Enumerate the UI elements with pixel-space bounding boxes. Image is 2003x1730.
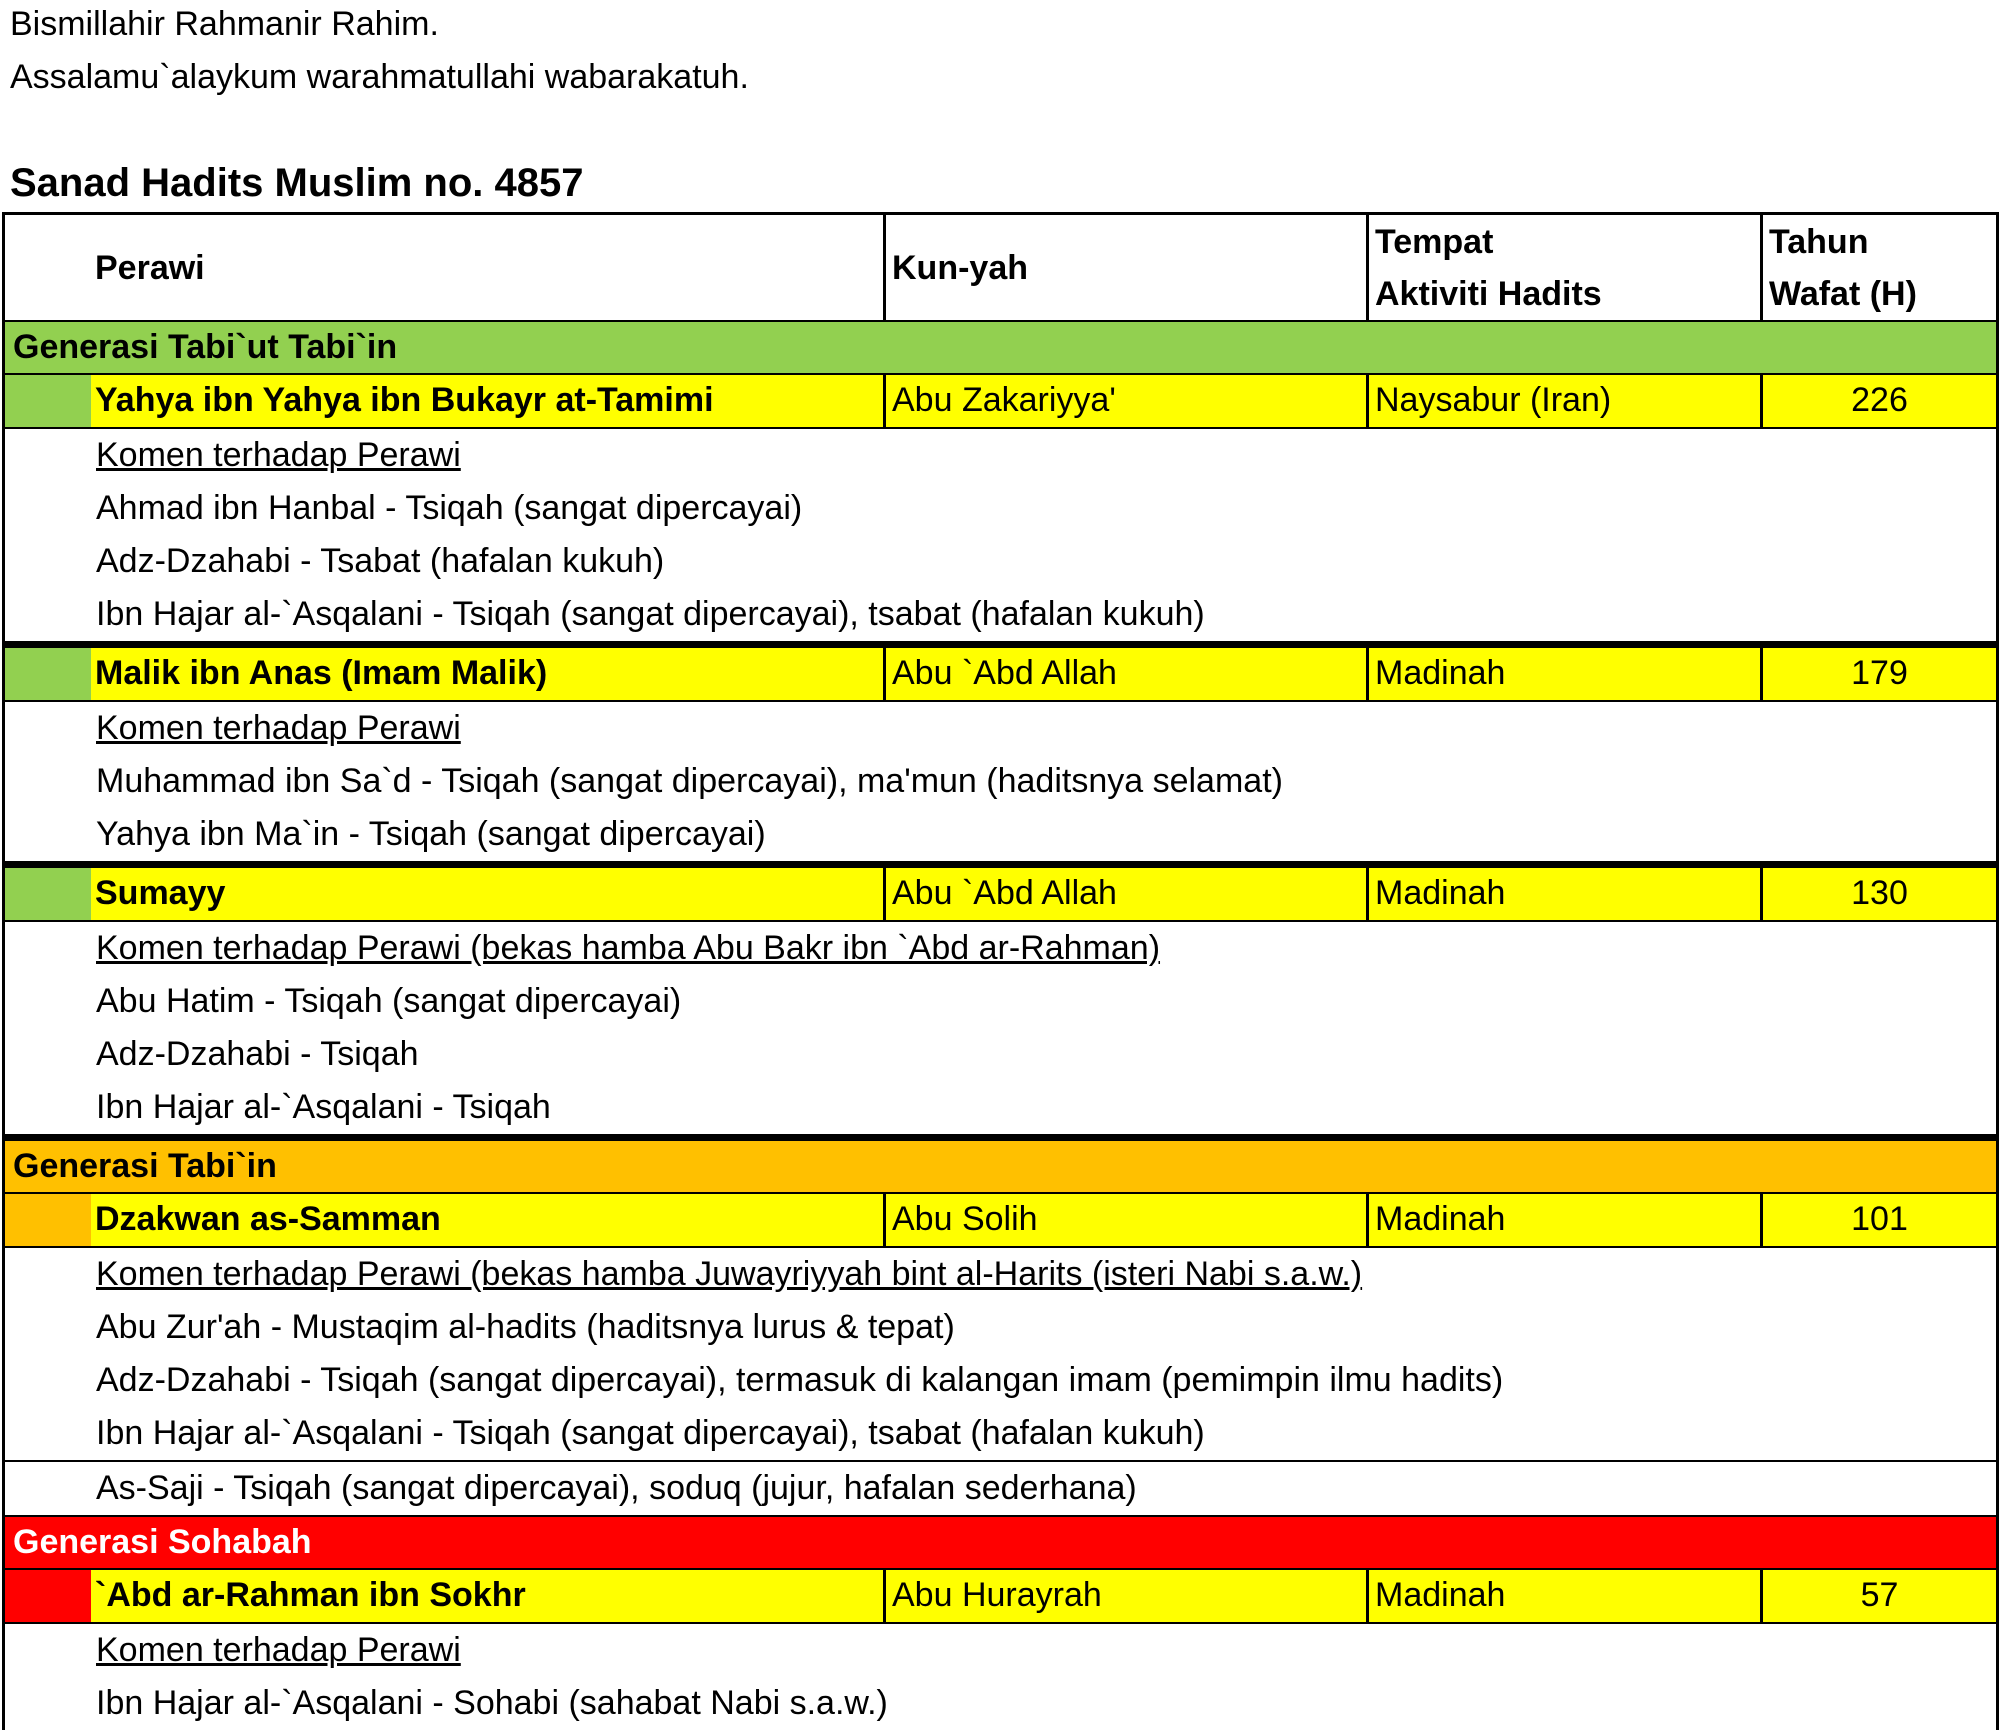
comment-line: Abu Zur'ah - Mustaqim al-hadits (haditsnya lurus & tepat): [96, 1308, 955, 1346]
header-tempat: [1369, 215, 1763, 320]
generation-header: Generasi Tabi`in: [5, 1141, 1996, 1194]
greeting-basmalah: Bismillahir Rahmanir Rahim.: [10, 5, 439, 43]
comment-block: [5, 702, 1996, 868]
generation-header: Generasi Sohabah: [5, 1517, 1996, 1570]
generation-marker: [5, 648, 91, 700]
comment-line: Ibn Hajar al-`Asqalani - Tsiqah: [96, 1088, 551, 1126]
narrator-kunyah: Abu Zakariyya': [886, 375, 1369, 427]
narrator-kunyah: Abu Solih: [886, 1194, 1369, 1246]
narrator-death-year: 130: [1851, 874, 1908, 912]
narrator-place: Madinah: [1369, 1570, 1763, 1622]
page-title: Sanad Hadits Muslim no. 4857: [10, 161, 584, 205]
header-tahun-line1: Tahun: [1769, 222, 1869, 261]
comment-block: [5, 429, 1996, 648]
comment-line: Ibn Hajar al-`Asqalani - Sohabi (sahabat Nabi s.a.w.): [96, 1684, 888, 1722]
generation-marker: [5, 375, 91, 427]
narrator-death-year: 57: [1860, 1576, 1899, 1614]
generation-header: Generasi Tabi`ut Tabi`in: [5, 322, 1996, 375]
comment-line: Muhammad ibn Sa`d - Tsiqah (sangat dipercayai), ma'mun (haditsnya selamat): [96, 762, 1283, 800]
header-perawi-label: Perawi: [95, 248, 205, 287]
header-tahun-line2: Wafat (H): [1769, 274, 1917, 313]
narrator-name: Malik ibn Anas (Imam Malik): [91, 648, 886, 700]
comment-heading: Komen terhadap Perawi: [96, 709, 461, 747]
narrator-row: [5, 1194, 1996, 1248]
narrator-death-year: 226: [1851, 381, 1908, 419]
comment-line: Ibn Hajar al-`Asqalani - Tsiqah (sangat dipercayai), tsabat (hafalan kukuh): [96, 1414, 1205, 1452]
narrator-place: Madinah: [1369, 648, 1763, 700]
sanad-table: [2, 212, 1999, 1730]
narrator-kunyah: Abu Hurayrah: [886, 1570, 1369, 1622]
comment-line: Ibn Hajar al-`Asqalani - Tsiqah (sangat dipercayai), tsabat (hafalan kukuh): [96, 595, 1205, 633]
comment-heading: Komen terhadap Perawi (bekas hamba Abu Bakr ibn `Abd ar-Rahman): [96, 929, 1161, 967]
comment-heading: Komen terhadap Perawi: [96, 1631, 461, 1669]
narrator-place: Madinah: [1369, 868, 1763, 920]
narrator-death-year: 101: [1851, 1200, 1908, 1238]
generation-marker: [5, 868, 91, 920]
narrator-name: Sumayy: [91, 868, 886, 920]
comment-line: Yahya ibn Ma`in - Tsiqah (sangat dipercayai): [96, 815, 766, 853]
comment-heading: Komen terhadap Perawi (bekas hamba Juwayriyyah bint al-Harits (isteri Nabi s.a.w.): [96, 1255, 1363, 1293]
comment-heading: Komen terhadap Perawi: [96, 436, 461, 474]
comment-line: Adz-Dzahabi - Tsiqah: [96, 1035, 419, 1073]
narrator-kunyah: Abu `Abd Allah: [886, 648, 1369, 700]
comment-line: Adz-Dzahabi - Tsabat (hafalan kukuh): [96, 542, 665, 580]
header-perawi: [5, 215, 886, 320]
generation-marker: [5, 1194, 91, 1246]
narrator-row: [5, 868, 1996, 922]
header-kunyah-label: Kun-yah: [892, 248, 1028, 287]
table-header-row: [5, 215, 1996, 322]
comment-block-extra: [5, 1462, 1996, 1517]
generation-marker: [5, 1570, 91, 1622]
header-tempat-line1: Tempat: [1375, 222, 1494, 261]
narrator-kunyah: Abu `Abd Allah: [886, 868, 1369, 920]
comment-block: [5, 922, 1996, 1141]
narrator-row: [5, 1570, 1996, 1624]
comment-line: Adz-Dzahabi - Tsiqah (sangat dipercayai), termasuk di kalangan imam (pemimpin ilmu hadits): [96, 1361, 1504, 1399]
greeting-salam: Assalamu`alaykum warahmatullahi wabarakatuh.: [10, 58, 749, 96]
comment-line: Ahmad ibn Hanbal - Tsiqah (sangat dipercayai): [96, 489, 803, 527]
narrator-row: [5, 648, 1996, 702]
narrator-place: Naysabur (Iran): [1369, 375, 1763, 427]
narrator-name: Dzakwan as-Samman: [91, 1194, 886, 1246]
narrator-death-year: 179: [1851, 654, 1908, 692]
header-tempat-line2: Aktiviti Hadits: [1375, 274, 1602, 313]
comment-block: [5, 1624, 1996, 1730]
comment-line: Abu Hatim - Tsiqah (sangat dipercayai): [96, 982, 682, 1020]
header-kunyah: [886, 215, 1369, 320]
narrator-name: `Abd ar-Rahman ibn Sokhr: [91, 1570, 886, 1622]
narrator-place: Madinah: [1369, 1194, 1763, 1246]
comment-block: [5, 1248, 1996, 1462]
narrator-name: Yahya ibn Yahya ibn Bukayr at-Tamimi: [91, 375, 886, 427]
header-tahun: [1763, 215, 1996, 320]
narrator-row: [5, 375, 1996, 429]
comment-line: As-Saji - Tsiqah (sangat dipercayai), soduq (jujur, hafalan sederhana): [96, 1469, 1137, 1507]
